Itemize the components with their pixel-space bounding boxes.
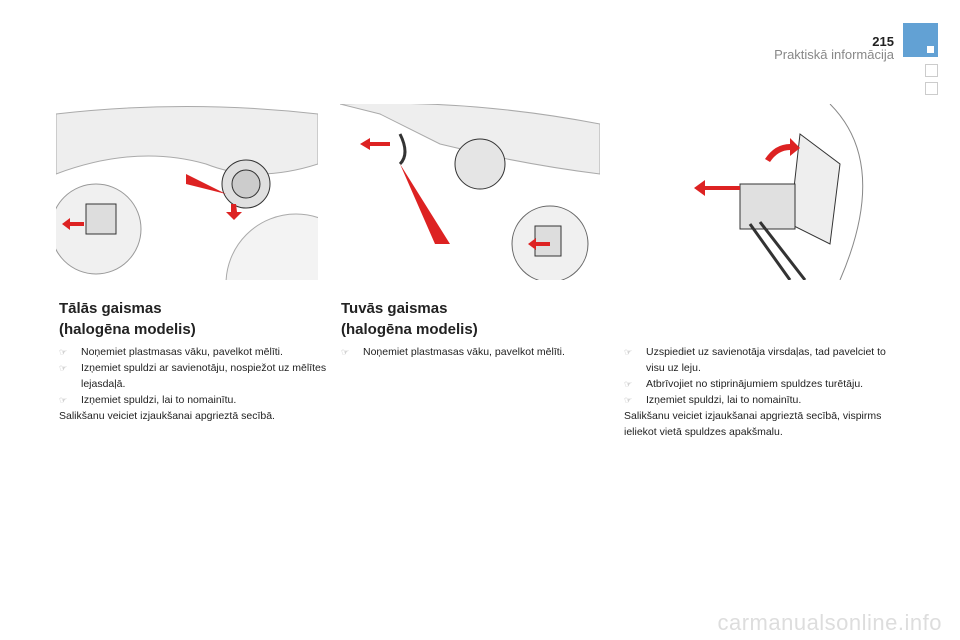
low-beam-heading: Tuvās gaismas (halogēna modelis)	[341, 300, 478, 338]
high-beam-instructions	[59, 344, 329, 424]
pointing-hand-icon: ☞	[341, 347, 350, 357]
chapter-tab[interactable]	[903, 23, 938, 57]
page-number: 215	[872, 34, 894, 49]
low-beam-illustration	[340, 104, 600, 280]
reassembly-note: Salikšanu veiciet izjaukšanai apgrieztā secībā, vispirms ieliekot vietā spuldzes apakšmalu.	[624, 410, 882, 438]
pointing-hand-icon: ☞	[624, 347, 633, 357]
chapter-marker	[925, 64, 938, 77]
reassembly-note: Salikšanu veiciet izjaukšanai apgrieztā secībā.	[59, 410, 275, 422]
chapter-marker	[925, 82, 938, 95]
low-beam-instructions	[341, 344, 611, 360]
bulb-holder-illustration	[680, 104, 885, 280]
pointing-hand-icon: ☞	[624, 395, 633, 405]
watermark: carmanualsonline.info	[717, 610, 942, 635]
section-title: Praktiskā informācija	[774, 47, 894, 62]
pointing-hand-icon: ☞	[59, 395, 68, 405]
list-item: ☞ Uzspiediet uz savienotāja virsdaļas, tad pavelciet to visu uz leju.	[624, 346, 886, 374]
pointing-hand-icon: ☞	[59, 363, 68, 373]
list-item: ☞ Izņemiet spuldzi ar savienotāju, nospiežot uz mēlītes lejasdaļā.	[59, 362, 327, 390]
high-beam-heading: Tālās gaismas (halogēna modelis)	[59, 300, 196, 338]
list-item: ☞ Izņemiet spuldzi, lai to nomainītu.	[624, 394, 802, 406]
list-item: ☞ Izņemiet spuldzi, lai to nomainītu.	[59, 394, 237, 406]
bulb-holder-instructions	[624, 344, 889, 440]
list-item: ☞ Noņemiet plastmasas vāku, pavelkot mēlīti.	[59, 346, 283, 358]
list-item: ☞ Noņemiet plastmasas vāku, pavelkot mēlīti.	[341, 346, 565, 358]
pointing-hand-icon: ☞	[59, 347, 68, 357]
list-item: ☞ Atbrīvojiet no stiprinājumiem spuldzes turētāju.	[624, 378, 864, 390]
pointing-hand-icon: ☞	[624, 379, 633, 389]
high-beam-illustration	[56, 104, 318, 280]
